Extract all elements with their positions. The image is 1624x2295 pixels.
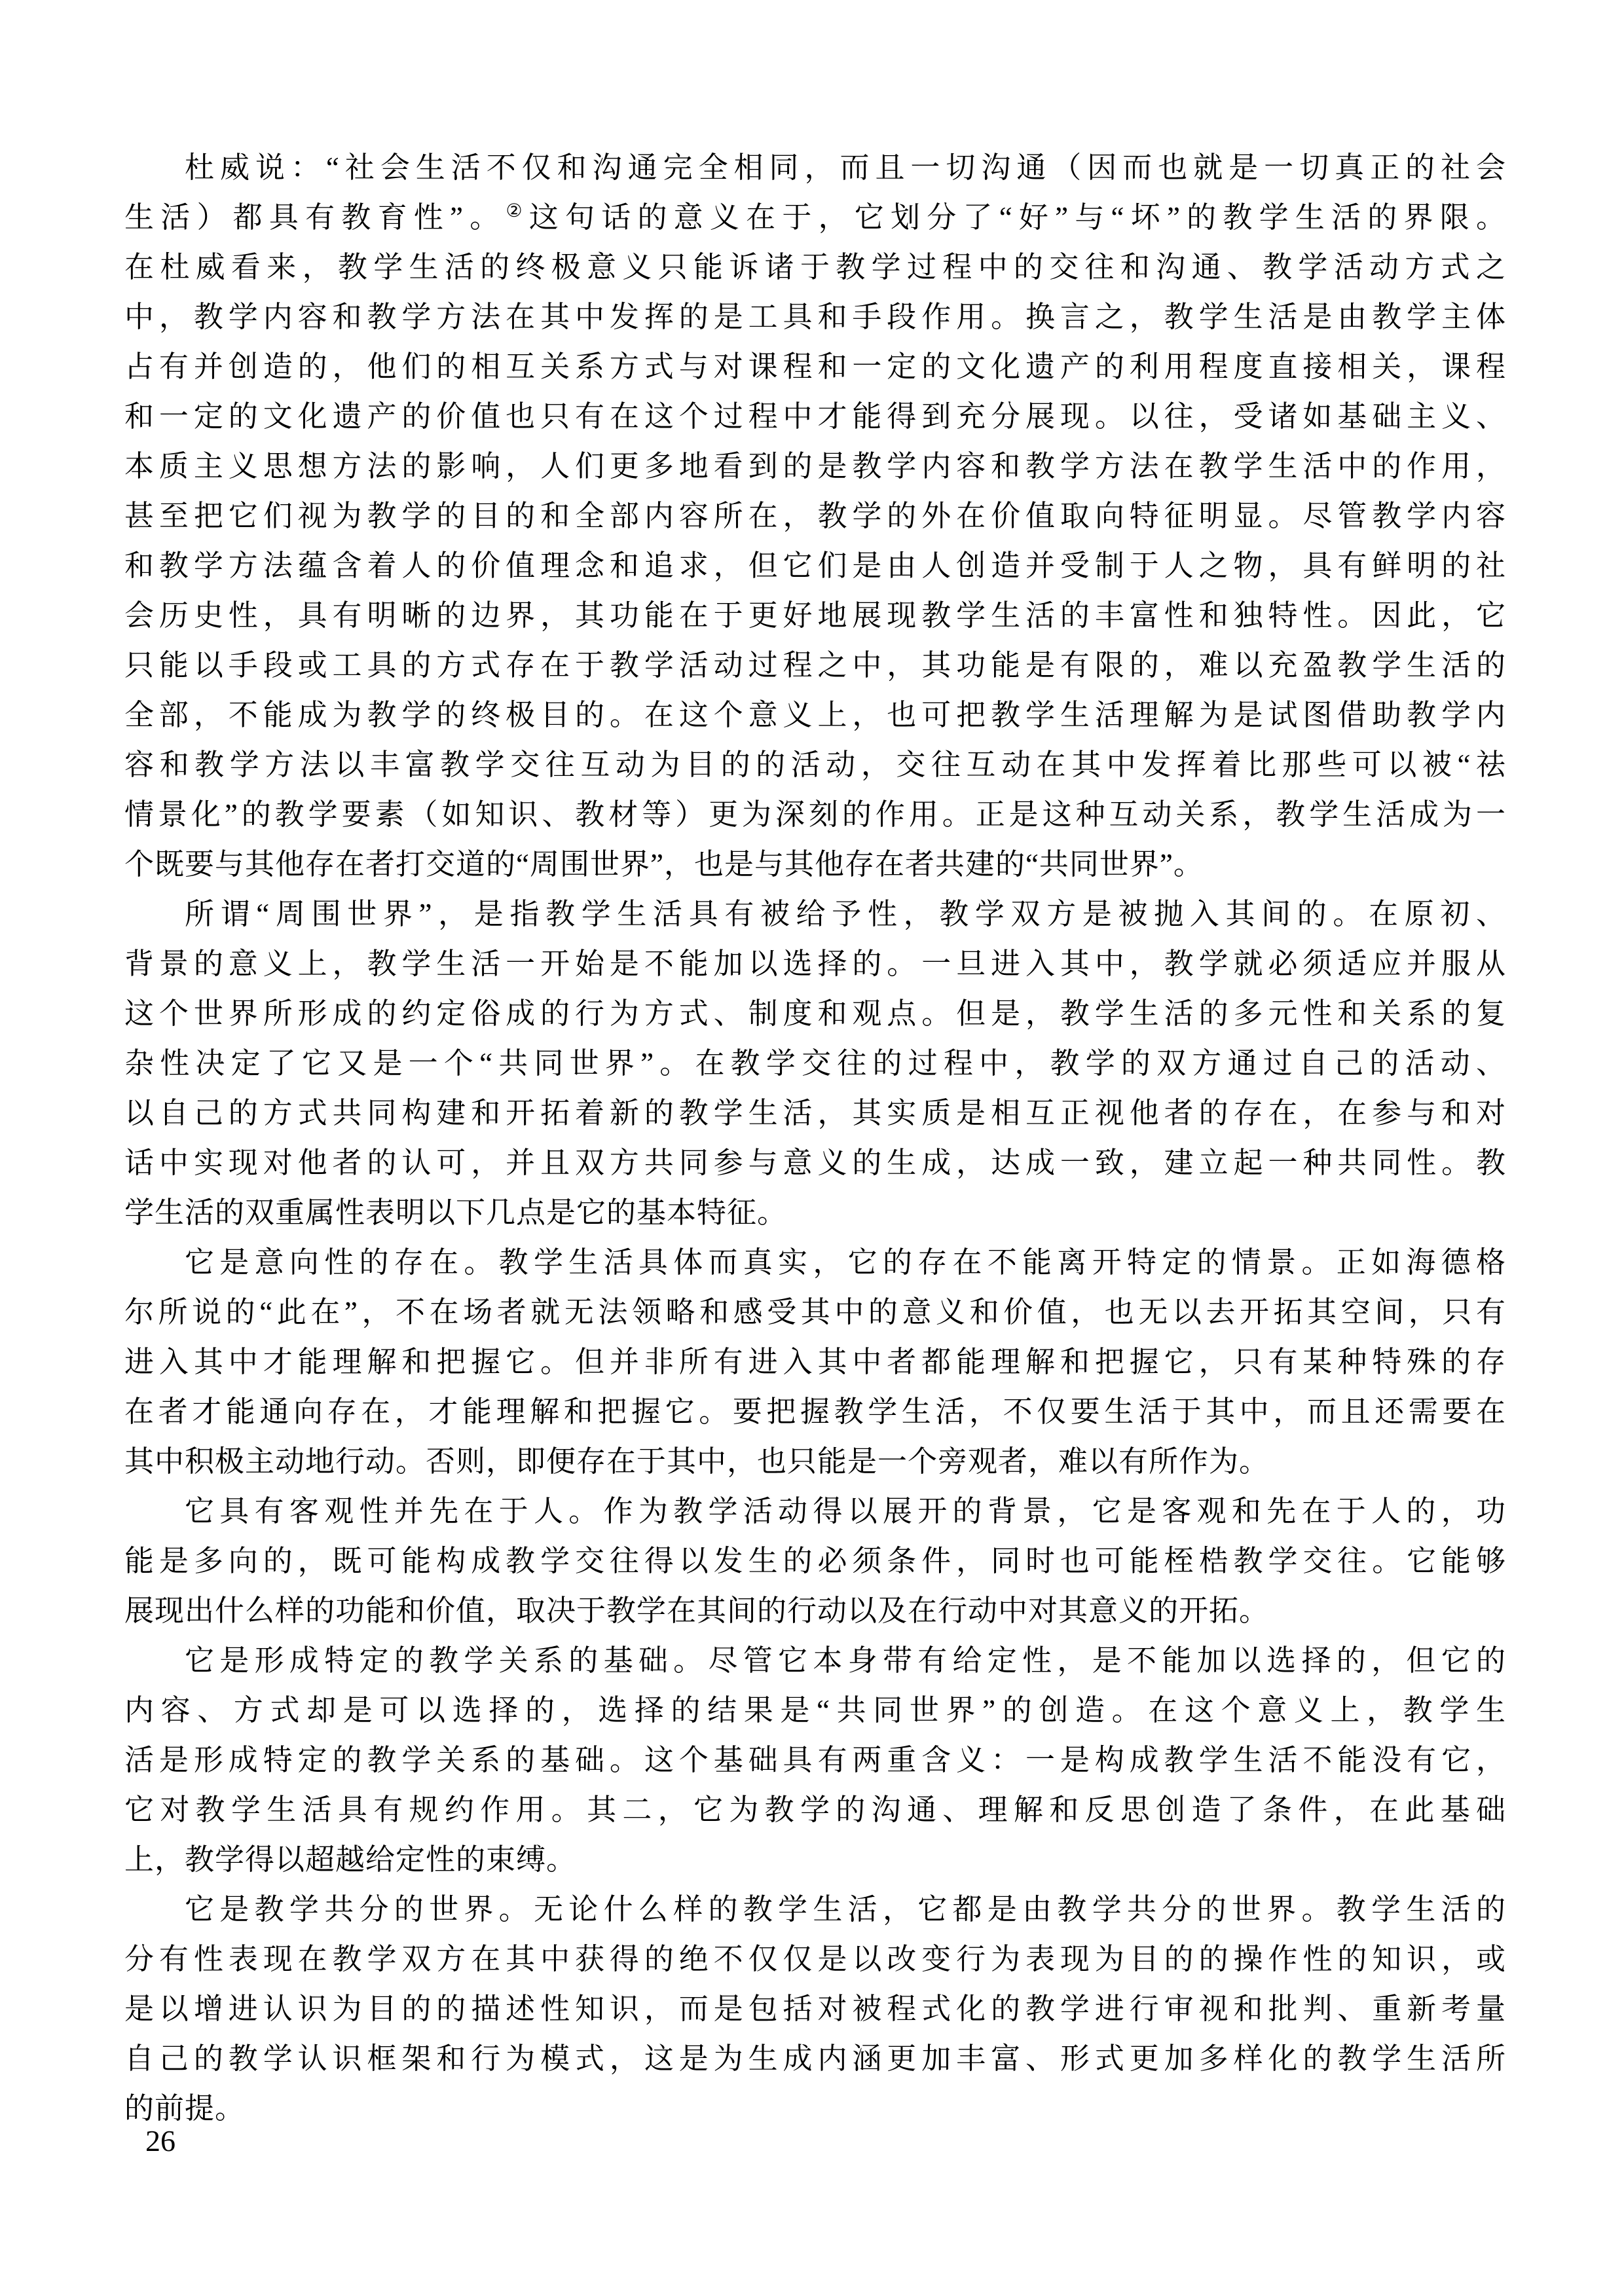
text-line: 情景化”的教学要素（如知识、教材等）更为深刻的作用。正是这种互动关系，教学生活成为一 [124,798,1506,831]
text-line: 话中实现对他者的认可，并且双方共同参与意义的生成，达成一致，建立起一种共同性。教 [124,1147,1506,1179]
text-line: 其中积极主动地行动。否则，即便存在于其中，也只能是一个旁观者，难以有所作为。 [124,1445,1270,1478]
text-line: 容和教学方法以丰富教学交往互动为目的的活动，交往互动在其中发挥着比那些可以被“祛 [124,748,1506,781]
text-line: 中，教学内容和教学方法在其中发挥的是工具和手段作用。换言之，教学生活是由教学主体 [124,301,1506,333]
text-line: 在杜威看来，教学生活的终极意义只能诉诸于教学过程中的交往和沟通、教学活动方式之 [124,251,1506,284]
text-line: 以自己的方式共同构建和开拓着新的教学生活，其实质是相互正视他者的存在，在参与和对 [124,1097,1506,1129]
text-line: 背景的意义上，教学生活一开始是不能加以选择的。一旦进入其中，教学就必须适应并服从 [124,947,1506,980]
text-line: 本质主义思想方法的影响，人们更多地看到的是教学内容和教学方法在教学生活中的作用， [124,450,1506,483]
text-line: 和一定的文化遗产的价值也只有在这个过程中才能得到充分展现。以往，受诸如基础主义、 [124,400,1506,433]
page-number: 26 [145,2124,175,2157]
text-line: 所谓“周围世界”，是指教学生活具有被给予性，教学双方是被抛入其间的。在原初、 [185,898,1506,930]
text-line: 内容、方式却是可以选择的，选择的结果是“共同世界”的创造。在这个意义上，教学生 [124,1694,1506,1727]
body-text [124,143,1506,2133]
text-line: 的前提。 [124,2092,246,2125]
text-line: 分有性表现在教学双方在其中获得的绝不仅仅是以改变行为表现为目的的操作性的知识，或 [124,1943,1506,1975]
text-line: 它是形成特定的教学关系的基础。尽管它本身带有给定性，是不能加以选择的，但它的 [185,1644,1506,1677]
text-line: 个既要与其他存在者打交道的“周围世界”，也是与其他存在者共建的“共同世界”。 [124,848,1204,881]
text-line: 尔所说的“此在”，不在场者就无法领略和感受其中的意义和价值，也无以去开拓其空间，只有 [124,1296,1506,1329]
text-line: 它对教学生活具有规约作用。其二，它为教学的沟通、理解和反思创造了条件，在此基础 [124,1793,1506,1826]
text-line: 杂性决定了它又是一个“共同世界”。在教学交往的过程中，教学的双方通过自己的活动、 [124,1047,1506,1080]
text-line: 只能以手段或工具的方式存在于教学活动过程之中，其功能是有限的，难以充盈教学生活的 [124,649,1506,682]
paragraph [124,889,1506,1238]
text-line: 上，教学得以超越给定性的束缚。 [124,1843,577,1876]
footnote-marker: ② [506,201,529,221]
text-line: 展现出什么样的功能和价值，取决于教学在其间的行动以及在行动中对其意义的开拓。 [124,1594,1270,1627]
text-line: 甚至把它们视为教学的目的和全部内容所在，教学的外在价值取向特征明显。尽管教学内容 [124,500,1506,532]
text-line: 全部，不能成为教学的终极目的。在这个意义上，也可把教学生活理解为是试图借助教学内 [124,699,1506,731]
text-line: 能是多向的，既可能构成教学交往得以发生的必须条件，同时也可能桎梏教学交往。它能够 [124,1545,1506,1577]
paragraph [124,143,1506,889]
text-line: 和教学方法蕴含着人的价值理念和追求，但它们是由人创造并受制于人之物，具有鲜明的社 [124,549,1506,582]
text-line: 会历史性，具有明晰的边界，其功能在于更好地展现教学生活的丰富性和独特性。因此，它 [124,599,1506,632]
text-line: 学生活的双重属性表明以下几点是它的基本特征。 [124,1196,788,1229]
paragraph [124,1636,1506,1884]
text-line: 它是意向性的存在。教学生活具体而真实，它的存在不能离开特定的情景。正如海德格 [185,1246,1506,1279]
text-line: 这个世界所形成的约定俗成的行为方式、制度和观点。但是，教学生活的多元性和关系的复 [124,997,1506,1030]
paragraph [124,1486,1506,1636]
paragraph [124,1884,1506,2133]
text-line: 占有并创造的，他们的相互关系方式与对课程和一定的文化遗产的利用程度直接相关，课程 [124,350,1506,383]
text-line: 进入其中才能理解和把握它。但并非所有进入其中者都能理解和把握它，只有某种特殊的存 [124,1346,1506,1378]
text-line: 是以增进认识为目的的描述性知识，而是包括对被程式化的教学进行审视和批判、重新考量 [124,1992,1506,2025]
text-line: 生活）都具有教育性”。②这句话的意义在于，它划分了“好”与“坏”的教学生活的界限。 [124,201,1506,234]
text-line: 它是教学共分的世界。无论什么样的教学生活，它都是由教学共分的世界。教学生活的 [185,1893,1506,1926]
text-line: 活是形成特定的教学关系的基础。这个基础具有两重含义：一是构成教学生活不能没有它， [124,1744,1506,1776]
text-line: 它具有客观性并先在于人。作为教学活动得以展开的背景，它是客观和先在于人的，功 [185,1495,1506,1528]
text-line: 自己的教学认识框架和行为模式，这是为生成内涵更加丰富、形式更加多样化的教学生活所 [124,2042,1506,2075]
paragraph [124,1238,1506,1486]
text-line: 在者才能通向存在，才能理解和把握它。要把握教学生活，不仅要生活于其中，而且还需要在 [124,1395,1506,1428]
text-line: 杜威说：“社会生活不仅和沟通完全相同，而且一切沟通（因而也就是一切真正的社会 [185,151,1506,184]
